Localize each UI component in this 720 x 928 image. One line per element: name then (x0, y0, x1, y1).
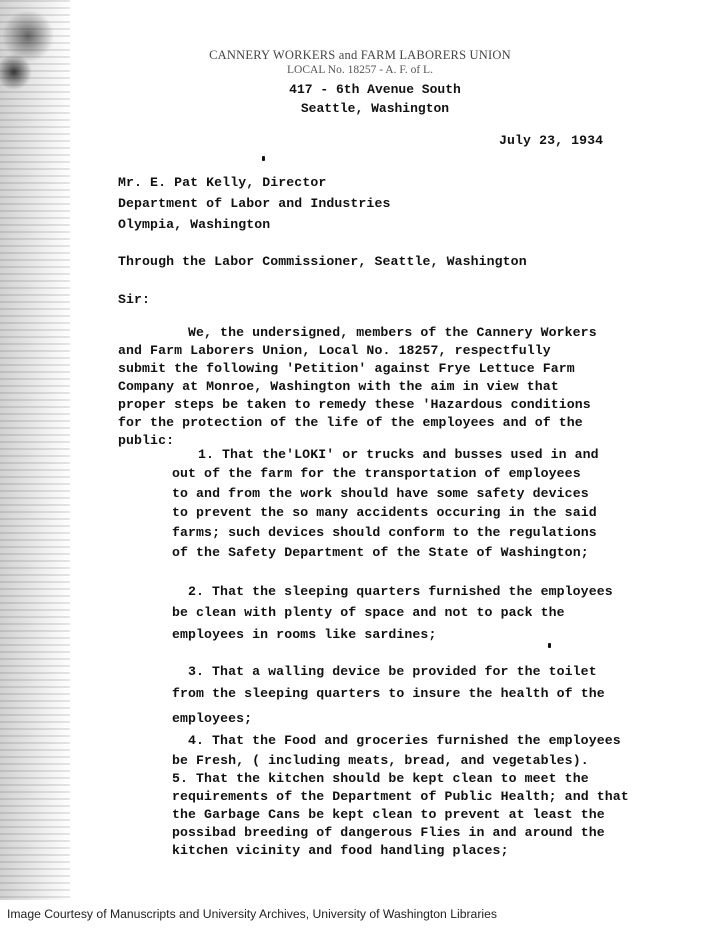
through-line: Through the Labor Commissioner, Seattle, Washington (118, 254, 527, 269)
item-5-line: 5. That the kitchen should be kept clean to meet the (172, 771, 589, 786)
intro-line: for the protection of the life of the employees and of the (118, 415, 583, 430)
letterhead-local: LOCAL No. 18257 - A. F. of L. (287, 64, 433, 76)
item-5-line: the Garbage Cans be kept clean to prevent at least the (172, 807, 605, 822)
item-1-line: out of the farm for the transportation of employees (172, 466, 581, 481)
item-5-line: possibad breeding of dangerous Flies in and around the (172, 825, 605, 840)
salutation: Sir: (118, 292, 151, 307)
ink-speck (262, 156, 265, 161)
item-2-line: be clean with plenty of space and not to pack the (172, 605, 565, 620)
item-1-line: to and from the work should have some safety devices (172, 486, 589, 501)
intro-line: We, the undersigned, members of the Cannery Workers (188, 325, 597, 340)
item-1-line: of the Safety Department of the State of Washington; (172, 545, 589, 560)
item-1-line: farms; such devices should conform to the regulations (172, 525, 597, 540)
item-5-line: requirements of the Department of Public Health; and that (172, 789, 629, 804)
item-4-line: 4. That the Food and groceries furnished the employees (188, 733, 621, 748)
letterhead-city: Seattle, Washington (300, 101, 450, 116)
item-2-line: employees in rooms like sardines; (172, 627, 437, 642)
item-4-line: be Fresh, ( including meats, bread, and vegetables). (172, 753, 589, 768)
image-credit: Image Courtesy of Manuscripts and University Archives, University of Washington Libraries (7, 907, 497, 921)
letterhead-union-name: CANNERY WORKERS and FARM LABORERS UNION (209, 48, 511, 62)
item-1-line: to prevent the so many accidents occuring in the said (172, 505, 597, 520)
recipient-line-1: Mr. E. Pat Kelly, Director (118, 175, 327, 190)
item-3-line: 3. That a walling device be provided for the toilet (188, 664, 597, 679)
intro-line: submit the following 'Petition' against Frye Lettuce Farm (118, 361, 575, 376)
intro-line: proper steps be taken to remedy these 'Hazardous conditions (118, 397, 591, 412)
letter-date: July 23, 1934 (499, 133, 604, 148)
item-3-line: employees; (172, 711, 253, 726)
item-3-line: from the sleeping quarters to insure the health of the (172, 686, 605, 701)
intro-line: public: (118, 433, 175, 448)
scan-edge-shadow (0, 0, 70, 900)
letterhead-street: 417 - 6th Avenue South (289, 82, 461, 97)
item-2-line: 2. That the sleeping quarters furnished the employees (188, 584, 613, 599)
ink-speck (548, 643, 551, 648)
item-5-line: kitchen vicinity and food handling places; (172, 843, 509, 858)
item-1-line: 1. That the'LOKI' or trucks and busses used in and (198, 447, 599, 462)
intro-line: Company at Monroe, Washington with the aim in view that (118, 379, 559, 394)
intro-line: and Farm Laborers Union, Local No. 18257, respectfully (118, 343, 551, 358)
recipient-line-2: Department of Labor and Industries (118, 196, 391, 211)
recipient-line-3: Olympia, Washington (118, 217, 271, 232)
